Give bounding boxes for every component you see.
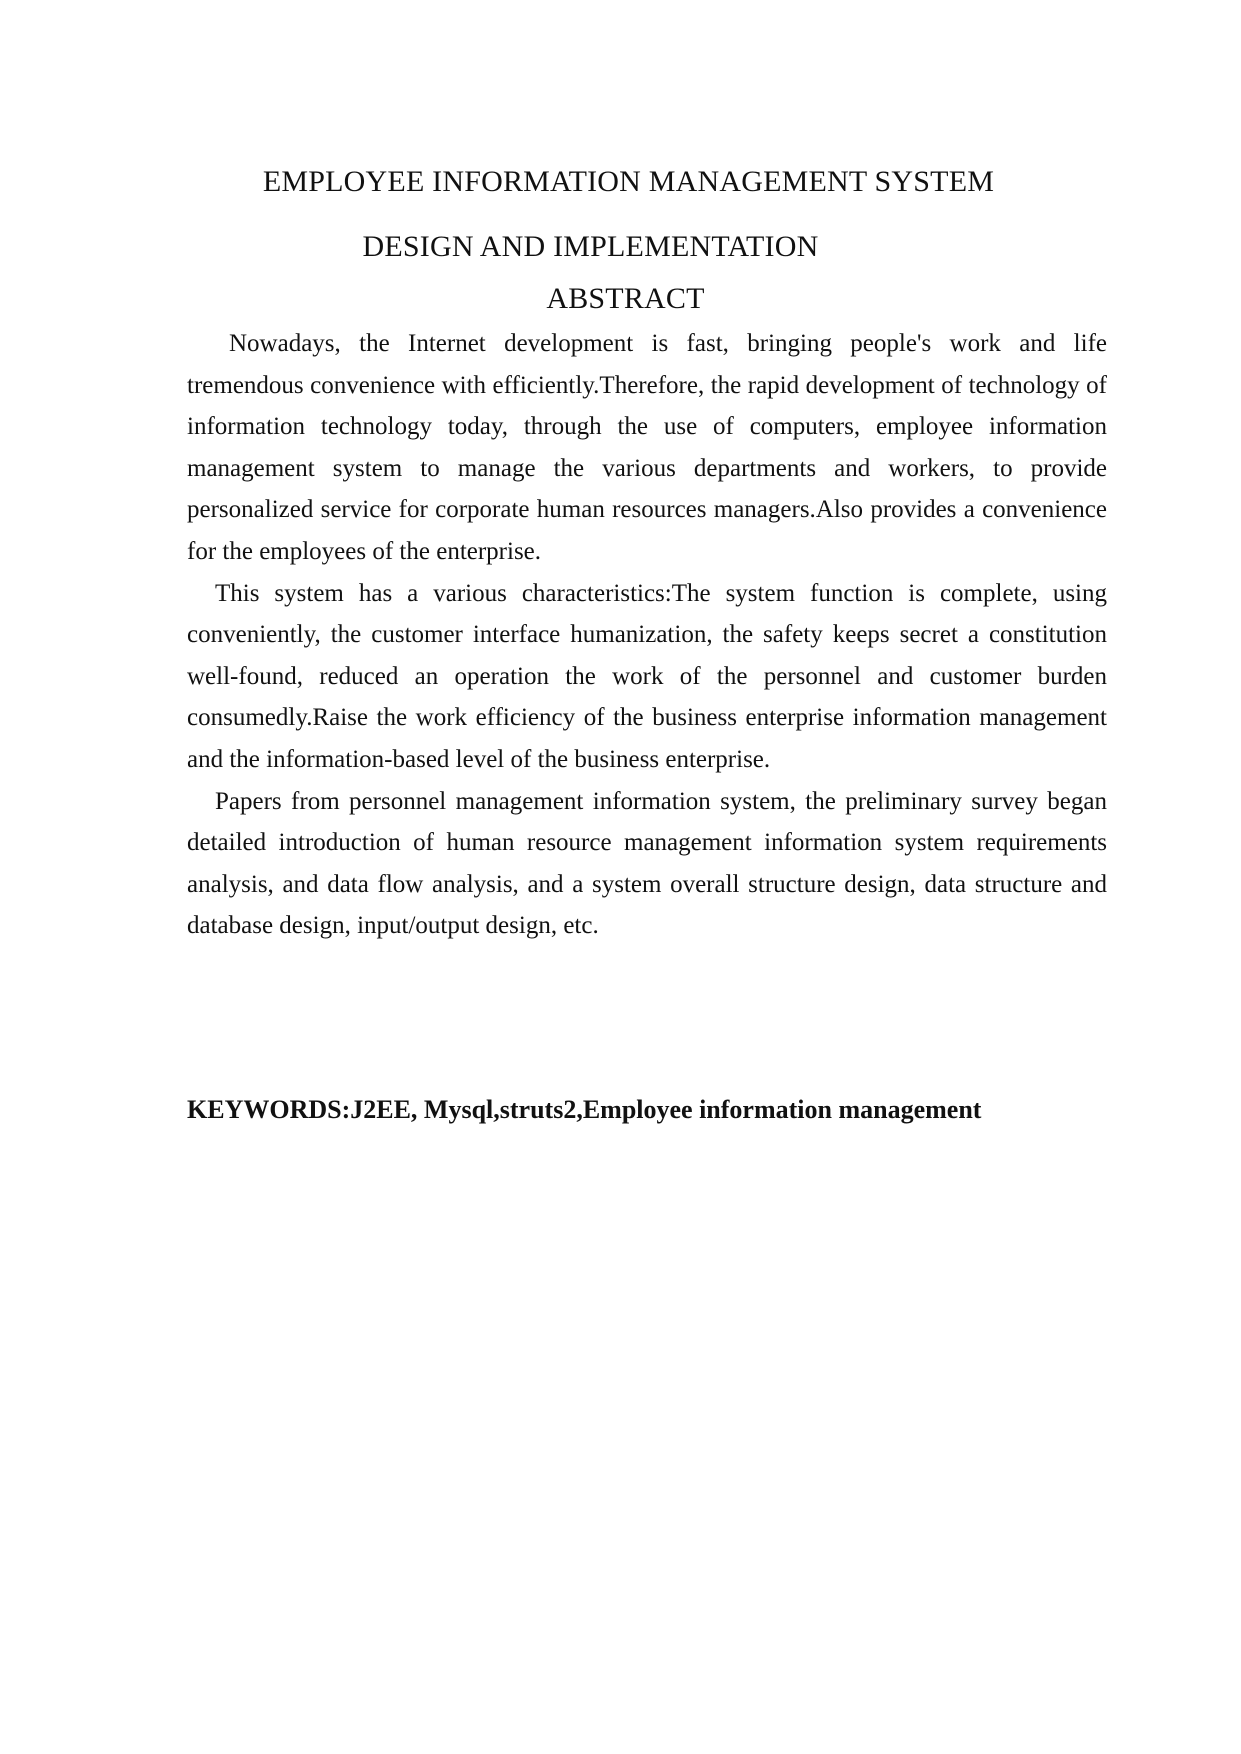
section-heading-abstract: ABSTRACT: [546, 282, 705, 315]
abstract-body: [187, 323, 1107, 947]
title-line-2-text: DESIGN AND IMPLEMENTATION: [362, 230, 819, 263]
document-title-line-1: EMPLOYEE INFORMATION MANAGEMENT SYSTEM: [262, 165, 995, 198]
keywords-line: KEYWORDS:J2EE, Mysql,struts2,Employee information management: [187, 1095, 982, 1124]
abstract-paragraph-3: Papers from personnel management information system, the preliminary survey began detailed introduction of human resource management information system requirements analysis, and data flow analysis, and a system overall structure design, data structure and database design, input/output design, etc.: [187, 787, 1107, 940]
abstract-paragraph-2: This system has a various characteristics:The system function is complete, using conveniently, the customer interface humanization, the safety keeps secret a constitution well-found, reduced an operation the work of the personnel and customer burden consumedly.Raise the work efficiency of the business enterprise information management and the information-based level of the business enterprise.: [187, 579, 1107, 773]
document-title-line-2: [0, 229, 1214, 271]
abstract-paragraph-1: Nowadays, the Internet development is fast, bringing people's work and life tremendous convenience with efficiently.Therefore, the rapid development of technology of information technology today, through the use of computers, employee information management system to manage the various departments and workers, to provide personalized service for corporate human resources managers.Also provides a convenience for the employees of the enterprise.: [187, 330, 1107, 565]
